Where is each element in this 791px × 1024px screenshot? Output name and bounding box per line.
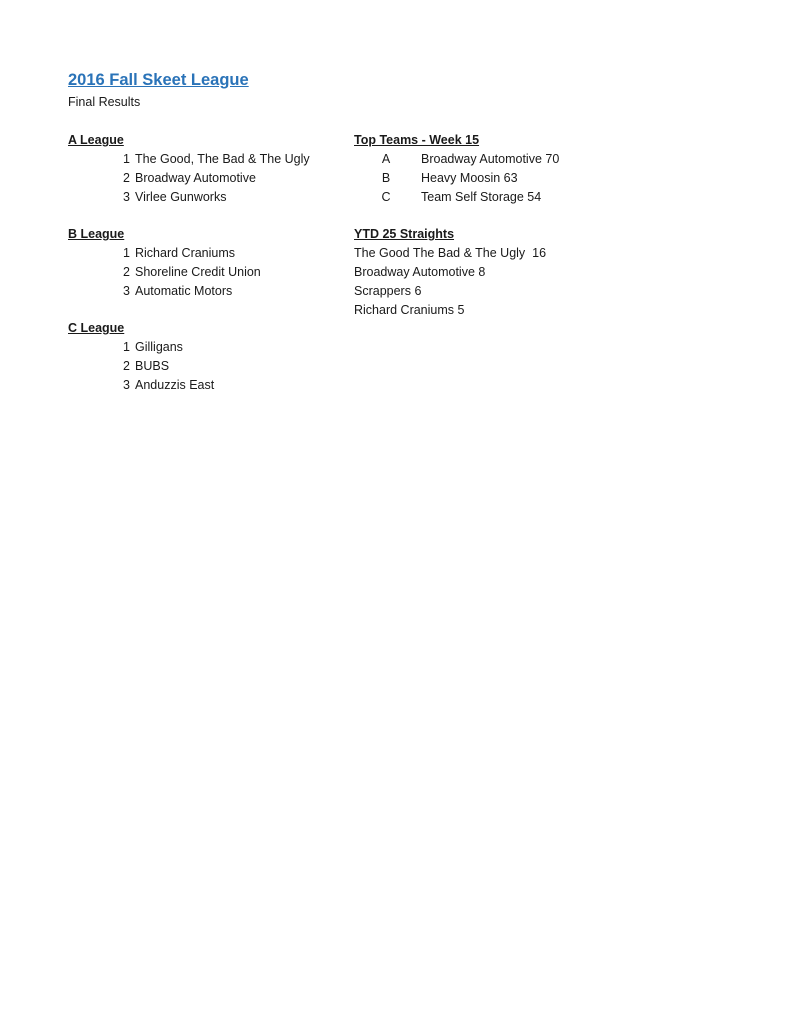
a-league-team: The Good, The Bad & The Ugly [135,152,310,166]
top-teams-team: Team Self Storage 54 [421,190,542,204]
document-subtitle: Final Results [68,95,141,109]
c-league-rank: 2 [123,359,130,373]
ytd-straights-entry: Richard Craniums 5 [354,303,465,317]
top-teams-team: Broadway Automotive 70 [421,152,560,166]
top-teams-league-letter: B [381,171,391,185]
a-league-team: Broadway Automotive [135,171,256,185]
ytd-straights-entry: The Good The Bad & The Ugly 16 [354,246,547,260]
c-league-team: BUBS [135,359,170,373]
top-teams-heading: Top Teams - Week 15 [354,133,480,147]
c-league-rank: 3 [123,378,130,392]
a-league-rank: 2 [123,171,130,185]
top-teams-league-letter: C [381,190,391,204]
a-league-rank: 3 [123,190,130,204]
b-league-team: Shoreline Credit Union [135,265,261,279]
c-league-rank: 1 [123,340,130,354]
a-league-team: Virlee Gunworks [135,190,227,204]
document-title[interactable]: 2016 Fall Skeet League [68,71,249,89]
c-league-team: Gilligans [135,340,183,354]
c-league-heading: C League [68,321,125,335]
b-league-team: Richard Craniums [135,246,236,260]
b-league-rank: 2 [123,265,130,279]
ytd-straights-entry: Scrappers 6 [354,284,422,298]
b-league-rank: 3 [123,284,130,298]
ytd-straights-heading: YTD 25 Straights [354,227,455,241]
c-league-team: Anduzzis East [135,378,215,392]
b-league-rank: 1 [123,246,130,260]
b-league-team: Automatic Motors [135,284,233,298]
ytd-straights-entry: Broadway Automotive 8 [354,265,486,279]
top-teams-team: Heavy Moosin 63 [421,171,518,185]
a-league-heading: A League [68,133,124,147]
b-league-heading: B League [68,227,125,241]
a-league-rank: 1 [123,152,130,166]
top-teams-league-letter: A [381,152,391,166]
